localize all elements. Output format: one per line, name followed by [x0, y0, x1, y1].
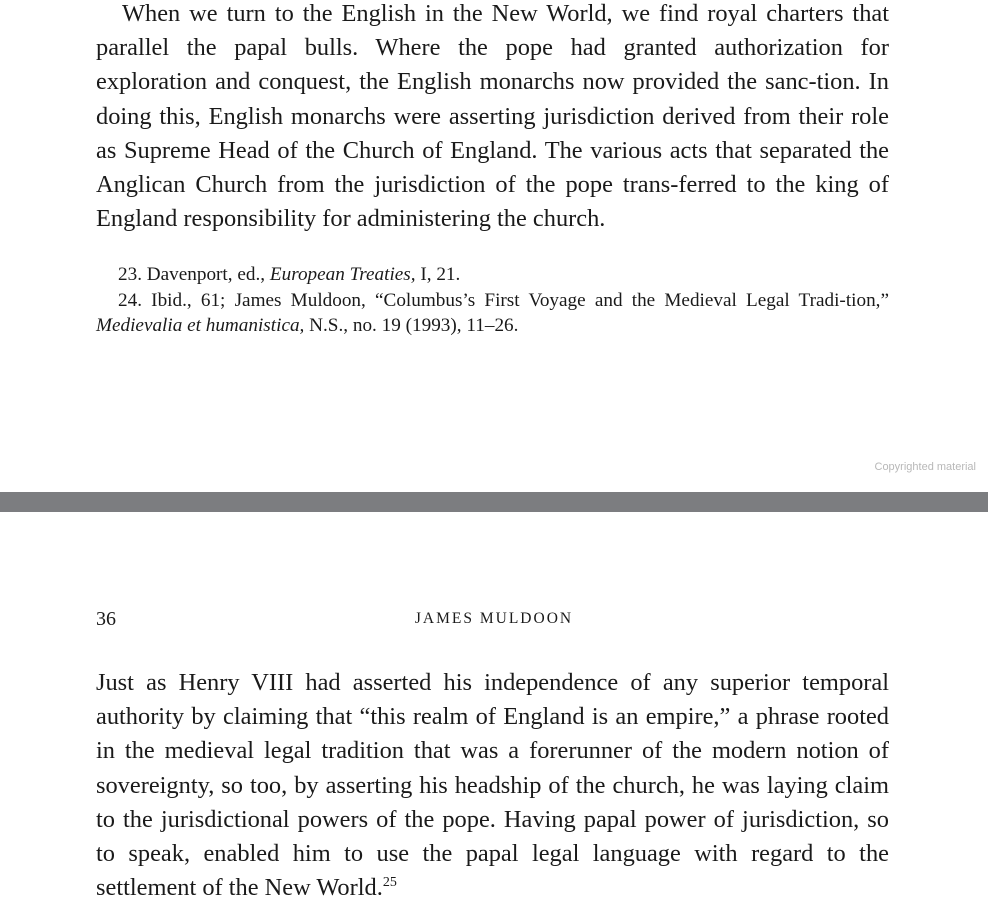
copyright-notice: Copyrighted material: [874, 461, 976, 473]
paragraph-line: authority by claiming that “this realm of England is an empire,” a phrase: [96, 703, 820, 731]
footnote-23-citation: I, 21.: [415, 264, 461, 285]
footnote-23-text: 23. Davenport, ed.,: [118, 264, 270, 285]
paragraph-line: Just as Henry VIII had asserted his independence of any superior temporal: [96, 669, 889, 696]
bottom-page: [0, 512, 988, 905]
footnote-24-citation: N.S., no. 19 (1993), 11–26.: [304, 315, 519, 336]
top-paragraph: [96, 0, 889, 236]
page-number: 36: [96, 608, 116, 630]
paragraph-line: from their role as Supreme Head of the Church of England. The various acts: [96, 102, 889, 164]
paragraph-line: notion of sovereignty, so too, by asserting his headship of the church, he was: [96, 737, 890, 799]
paragraph-line: rooted in the medieval legal tradition that was a forerunner of the modern: [96, 703, 889, 765]
footnote-23: [96, 262, 889, 288]
footnote-23-title: European Treaties,: [269, 264, 416, 285]
footnote-reference[interactable]: 25: [382, 875, 397, 891]
running-head: JAMES MULDOON: [414, 610, 574, 627]
footnote-24-text: 24. Ibid., 61; James Muldoon, “Columbus’s First Voyage and the Medieval Legal Tradi-: [118, 289, 846, 311]
footnotes: [96, 262, 889, 339]
paragraph-line: jurisdiction, so to speak, enabled him to use the papal legal language with: [96, 805, 889, 868]
paragraph-line: laying claim to the jurisdictional powers of the pope. Having papal power of: [96, 771, 889, 833]
footnote-24-journal: Medievalia et humanistica,: [96, 315, 305, 336]
paragraph-line: When we turn to the English in the New World, we find royal charters that: [122, 0, 889, 27]
paragraph-line: parallel the papal bulls. Where the pope had granted authorization for: [96, 34, 889, 62]
paragraph-line: exploration and conquest, the English monarchs now provided the sanc-: [96, 68, 817, 96]
footnote-24: [96, 288, 889, 339]
bottom-paragraph: [96, 666, 889, 905]
paragraph-line: that separated the Anglican Church from the jurisdiction of the pope trans-: [96, 136, 889, 199]
paragraph-line: ferred to the king of England responsibility for administering the church.: [96, 171, 889, 233]
paragraph-line: tion. In doing this, English monarchs were asserting jurisdiction derived: [96, 68, 889, 130]
paragraph-line: regard to the settlement of the New World.: [96, 840, 889, 902]
page-divider: [0, 492, 988, 512]
footnote-24-text-cont: tion,”: [845, 289, 889, 311]
